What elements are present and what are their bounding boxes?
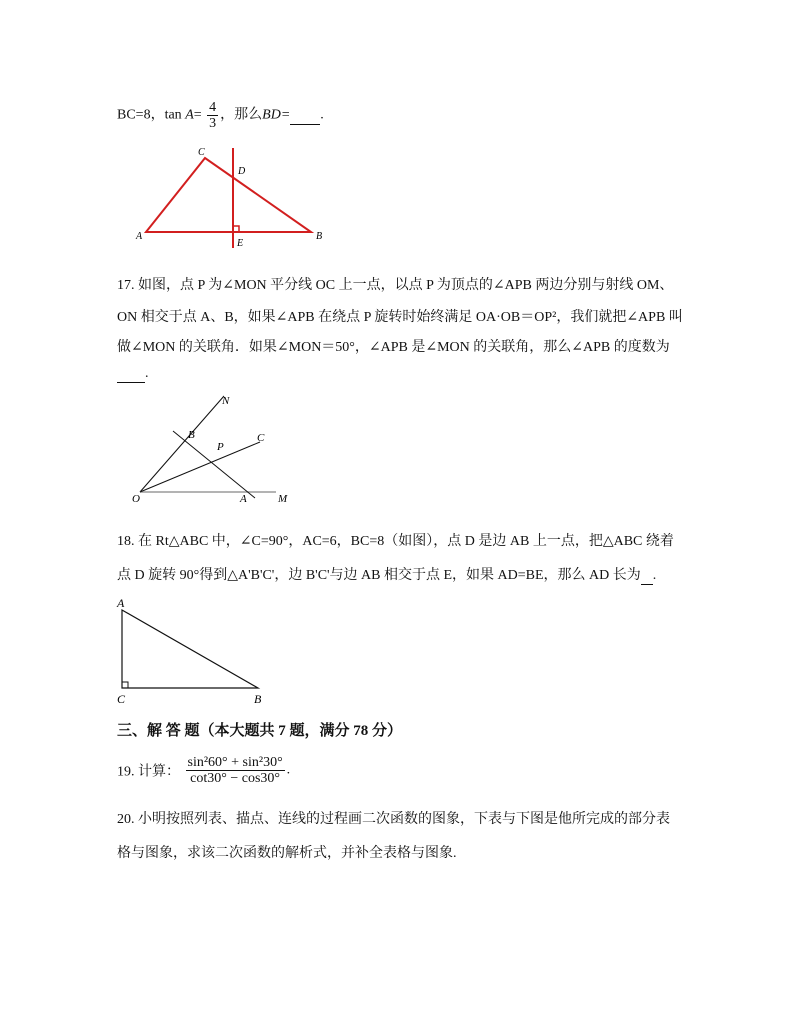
line-pa xyxy=(173,431,255,498)
q17-line-3: 做∠MON 的关联角．如果∠MON＝50°，∠APB 是∠MON 的关联角，那么∠APB 的度数为 xyxy=(117,340,670,355)
q18-line-2: 点 D 旋转 90°得到△A'B'C'，边 B'C'与边 AB 相交于点 E，如果 AD=BE，那么 AD 长为 . xyxy=(117,568,657,583)
label-a: A xyxy=(240,493,247,505)
label-o: O xyxy=(132,493,140,505)
answer-blank xyxy=(117,366,145,383)
q20-line-1: 20. 小明按照列表、描点、连线的过程画二次函数的图象，下表与下图是他所完成的部分表 xyxy=(117,812,670,827)
q16-text: BC=8，tan A= $\frac{4}{3}$ ，那么BD= . xyxy=(117,100,324,131)
label-e: E xyxy=(237,238,244,249)
label-n: N xyxy=(222,395,230,407)
section-heading: 三、解 答 题（本大题共 7 题，满分 78 分） xyxy=(117,723,403,739)
q18-figure xyxy=(112,594,272,706)
triangle-abc xyxy=(146,158,311,232)
label-c: C xyxy=(257,432,265,444)
q20-line-2: 格与图象，求该二次函数的解析式，并补全表格与图象. xyxy=(117,846,457,861)
right-angle-mark xyxy=(122,682,128,688)
label-b: B xyxy=(254,692,262,706)
q16-figure xyxy=(130,140,330,250)
label-d: D xyxy=(238,166,246,177)
label-c: C xyxy=(117,692,126,706)
q17-line-2: ON 相交于点 A、B，如果∠APB 在绕点 P 旋转时始终满足 OA·OB＝OP²，我们就把∠APB 叫 xyxy=(117,310,683,325)
q18-line-1: 18. 在 Rt△ABC 中，∠C=90°，AC=6，BC=8（如图），点 D 是边 AB 上一点，把△ABC 绕着 xyxy=(117,534,674,549)
ray-oc xyxy=(140,442,260,492)
q17-line-1: 17. 如图，点 P 为∠MON 平分线 OC 上一点，以点 P 为顶点的∠APB 两边分别与射线 OM、 xyxy=(117,278,674,293)
answer-blank xyxy=(290,108,320,125)
label-p: P xyxy=(217,441,224,453)
ray-on xyxy=(140,396,224,492)
label-m: M xyxy=(278,493,288,505)
label-c: C xyxy=(198,147,205,158)
q19-fraction: $\frac{\text{sin²60° + sin²30°}}{\cot 30^\circ - \cos 30^\circ}$ xyxy=(187,755,283,786)
triangle-abc xyxy=(122,610,258,688)
answer-blank xyxy=(641,568,653,585)
q19-text: 19. 计算： $\frac{\text{sin²60° + sin²30°}}{\cot 30^\circ - \cos 30^\circ}$ . xyxy=(117,755,291,786)
label-b: B xyxy=(188,429,195,441)
label-a: A xyxy=(117,596,125,610)
label-b: B xyxy=(316,231,323,242)
q17-figure xyxy=(128,388,298,508)
label-a: A xyxy=(136,231,143,242)
fraction-4-3: $\frac{4}{3}$ xyxy=(209,100,217,131)
q17-line-4: . xyxy=(117,366,149,383)
